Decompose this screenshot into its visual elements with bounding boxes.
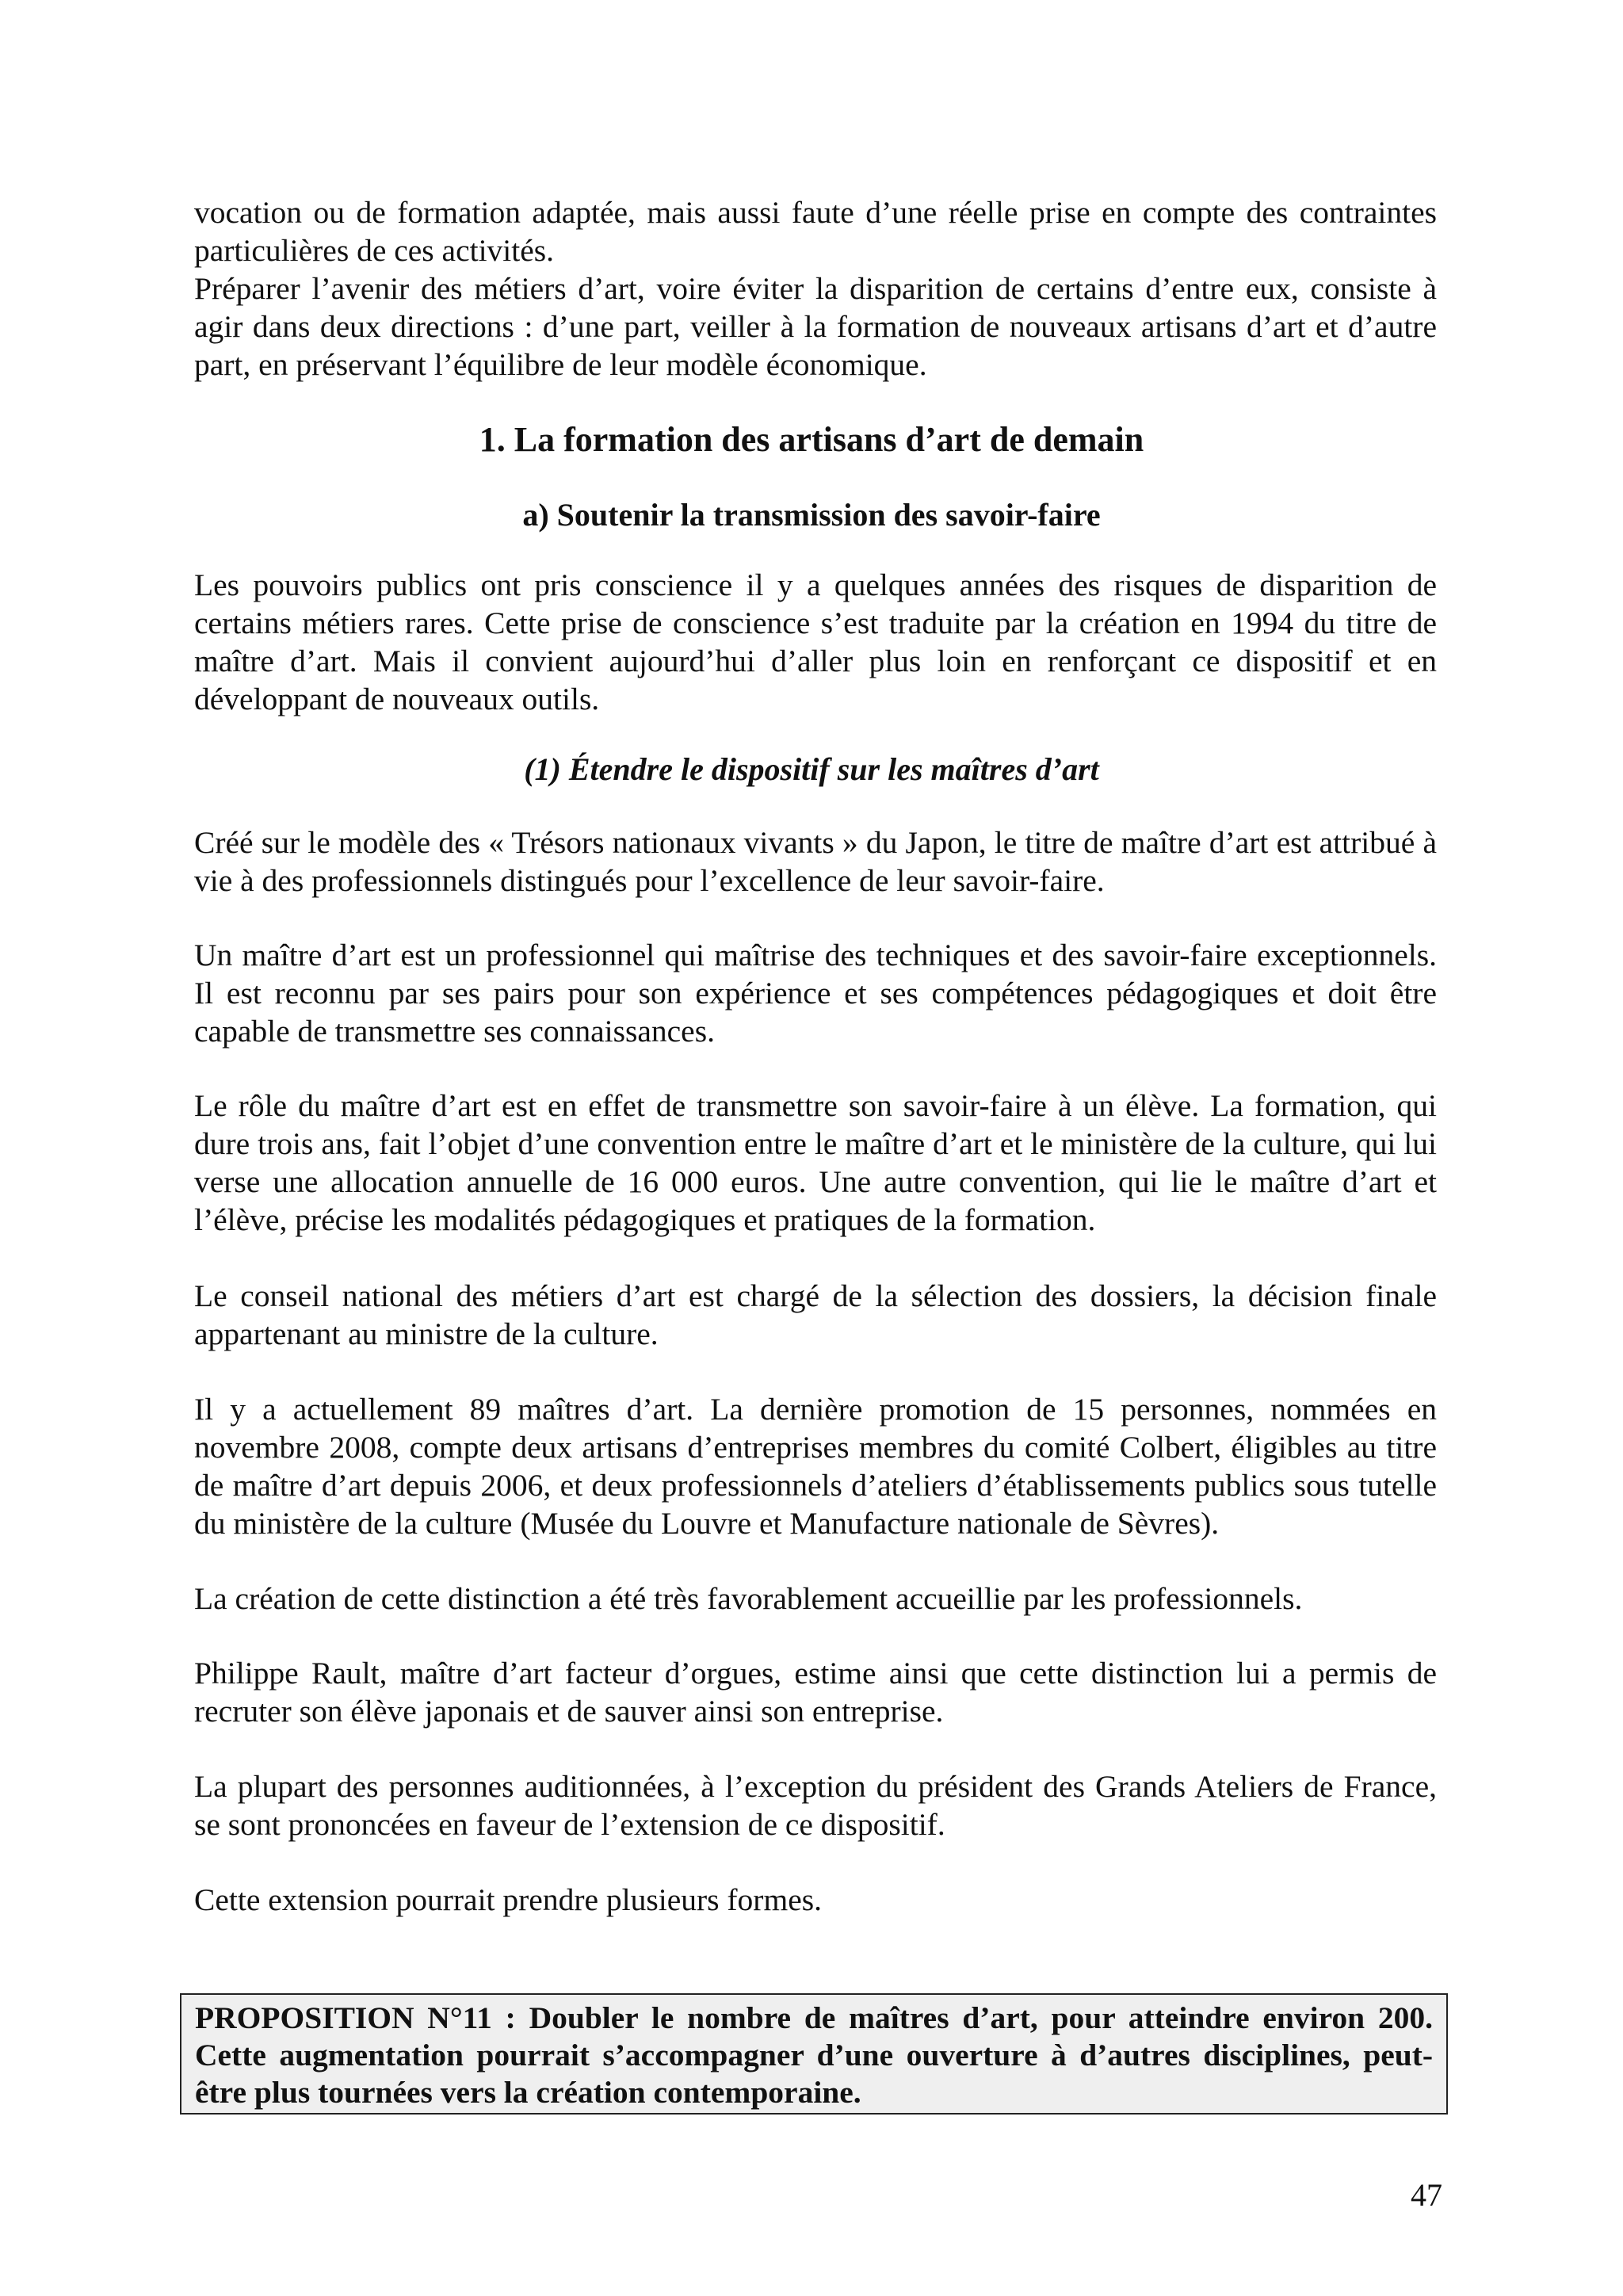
page-number: 47 [1411, 2177, 1442, 2213]
paragraph-continuation: vocation ou de formation adaptée, mais aussi faute d’une réelle prise en compte des contraintes particulières de ces activités. [194, 195, 1437, 268]
paragraph-actuellement-89: Il y a actuellement 89 maîtres d’art. La dernière promotion de 15 personnes, nommées en novembre 2008, compte deux artisans d’entreprises membres du comité Colbert, éligibles au titre de maître d’art depuis 2006, et deux professionnels d’ateliers d’établissements publics sous tutelle du ministère de la culture (Musée du Louvre et Manufacture nationale de Sèvres). [194, 1392, 1437, 1541]
paragraph-conseil-national: Le conseil national des métiers d’art est chargé de la sélection des dossiers, la décision finale appartenant au ministre de la culture. [194, 1278, 1437, 1351]
paragraph-maitre-definition: Un maître d’art est un professionnel qui maîtrise des techniques et des savoir-faire exceptionnels. Il est reconnu par ses pairs pour son expérience et ses compétences pédagogiques et doit être capable de transmettre ses connaissances. [194, 938, 1437, 1049]
paragraph-extension-formes: Cette extension pourrait prendre plusieurs formes. [194, 1882, 822, 1917]
proposition-text: PROPOSITION N°11 : Doubler le nombre de maîtres d’art, pour atteindre environ 200. Cette augmentation pourrait s’accompagner d’une ouverture à d’autres disciplines, peut- être plus tournées vers la création contemporaine. [195, 2000, 1433, 2110]
sub-subsection-heading: (1) Étendre le dispositif sur les maîtres d’art [524, 751, 1099, 787]
section-heading: 1. La formation des artisans d’art de demain [479, 420, 1144, 459]
paragraph-pouvoirs-publics: Les pouvoirs publics ont pris conscience il y a quelques années des risques de disparition de certains métiers rares. Cette prise de conscience s’est traduite par la création en 1994 du titre de maître d’art. Mais il convient aujourd’hui d’aller plus loin en renforçant ce dispositif et en développant de nouveaux outils. [194, 567, 1437, 716]
paragraph-creation-distinction: La création de cette distinction a été très favorablement accueillie par les professionnels. [194, 1581, 1303, 1616]
paragraph-personnes-auditionnees: La plupart des personnes auditionnées, à l’exception du président des Grands Ateliers de France, se sont prononcées en faveur de l’extension de ce dispositif. [194, 1769, 1437, 1842]
paragraph-tresors-nationaux: Créé sur le modèle des « Trésors nationaux vivants » du Japon, le titre de maître d’art est attribué à vie à des professionnels distingués pour l’excellence de leur savoir-faire. [194, 825, 1437, 898]
subsection-heading: a) Soutenir la transmission des savoir-faire [522, 497, 1101, 533]
paragraph-preparer-avenir: Préparer l’avenir des métiers d’art, voire éviter la disparition de certains d’entre eux, consiste à agir dans deux directions : d’une part, veiller à la formation de nouveaux artisans d’art et d’autre part, en préservant l’équilibre de leur modèle économique. [194, 271, 1437, 382]
paragraph-philippe-rault: Philippe Rault, maître d’art facteur d’orgues, estime ainsi que cette distinction lui a permis de recruter son élève japonais et de sauver ainsi son entreprise. [194, 1656, 1437, 1729]
proposition-box [180, 1993, 1448, 2115]
paragraph-role-maitre: Le rôle du maître d’art est en effet de transmettre son savoir-faire à un élève. La formation, qui dure trois ans, fait l’objet d’une convention entre le maître d’art et le ministère de la culture, qui lui verse une allocation annuelle de 16 000 euros. Une autre convention, qui lie le maître d’art et l’élève, précise les modalités pédagogiques et pratiques de la formation. [194, 1088, 1437, 1237]
